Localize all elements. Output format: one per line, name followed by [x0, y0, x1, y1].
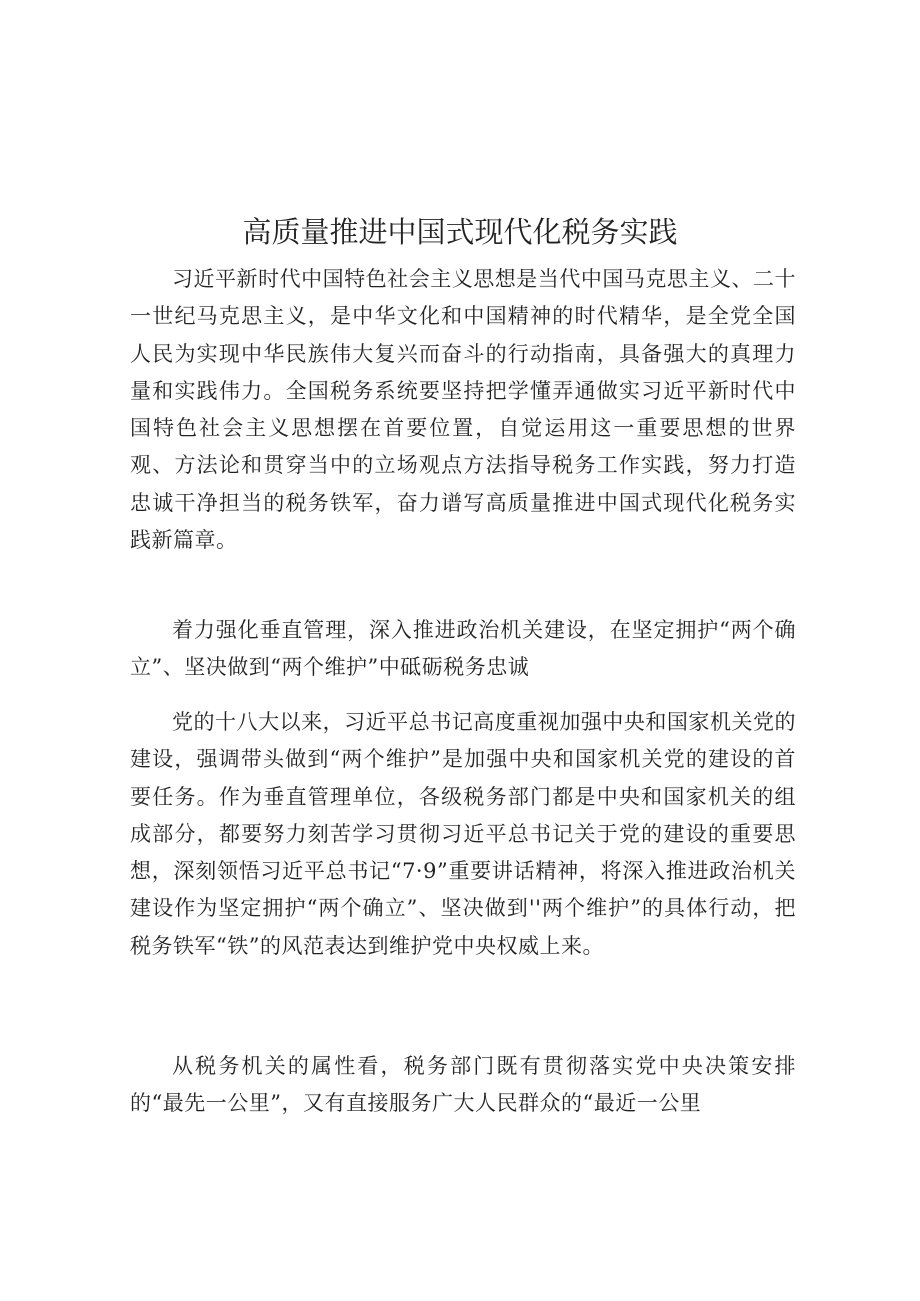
paragraph-section-heading: 着力强化垂直管理，深入推进政治机关建设，在坚定拥护“两个确立”、坚决做到“两个维护”中砥砺税务忠诚: [130, 618, 796, 680]
document-title: 高质量推进中国式现代化税务实践: [242, 215, 678, 249]
paragraph-tax-authority: 从税务机关的属性看，税务部门既有贯彻落实党中央决策安排的“最先一公里”，又有直接服务广大人民群众的“最近一公里: [130, 1054, 796, 1116]
paragraph-party-building: 党的十八大以来，习近平总书记高度重视加强中央和国家机关党的建设，强调带头做到“两个维护”是加强中央和国家机关党的建设的首要任务。作为垂直管理单位，各级税务部门都是中央和国家机关的组成部分，都要努力刻苦学习贯彻习近平总书记关于党的建设的重要思想，深刻领悟习近平总书记“7·9”重要讲话精神，将深入推进政治机关建设作为坚定拥护“两个确立”、坚决做到''两个维护”的具体行动，把税务铁军“铁”的风范表达到维护党中央权威上来。: [130, 710, 796, 958]
paragraph-intro: 习近平新时代中国特色社会主义思想是当代中国马克思主义、二十一世纪马克思主义，是中华文化和中国精神的时代精华，是全党全国人民为实现中华民族伟大复兴而奋斗的行动指南，具备强大的真理力量和实践伟力。全国税务系统要坚持把学懂弄通做实习近平新时代中国特色社会主义思想摆在首要位置，自觉运用这一重要思想的世界观、方法论和贯穿当中的立场观点方法指导税务工作实践，努力打造忠诚干净担当的税务铁军，奋力谱写高质量推进中国式现代化税务实践新篇章。: [130, 267, 796, 553]
